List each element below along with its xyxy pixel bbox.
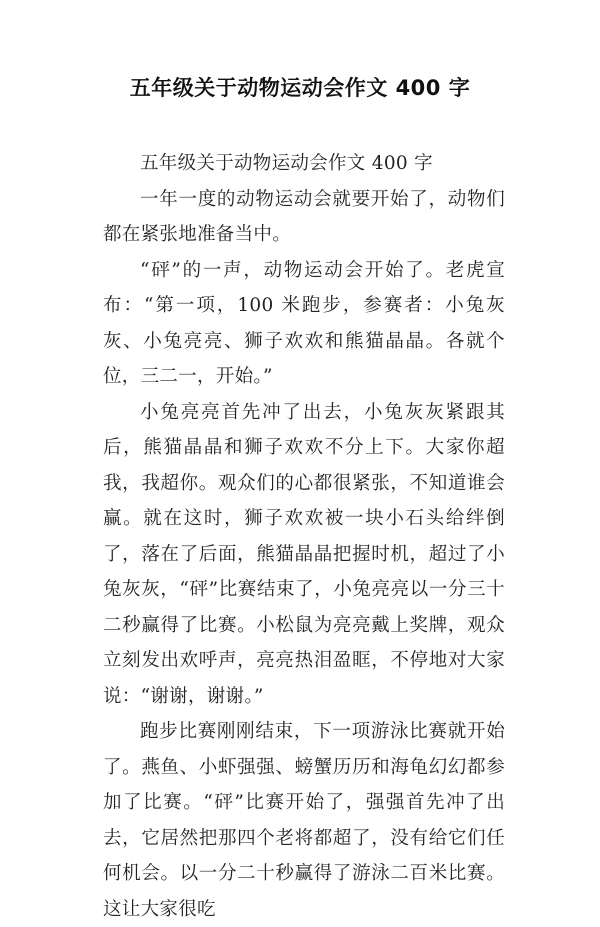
paragraph: 跑步比赛刚刚结束，下一项游泳比赛就开始了。燕鱼、小虾强强、螃蟹历历和海龟幻幻都参加了比赛。“砰”比赛开始了，强强首先冲了出去，它居然把那四个老将都超了，没有给它们任何机会。以一分二十秒赢得了游泳二百米比赛。这让大家很吃 xyxy=(103,721,505,920)
paragraph-subtitle: 五年级关于动物运动会作文 400 字 xyxy=(140,153,433,174)
document-title: 五年级关于动物运动会作文 400 字 xyxy=(129,76,471,100)
document-body xyxy=(103,146,505,927)
paragraph: 一年一度的动物运动会就要开始了，动物们都在紧张地准备当中。 xyxy=(103,188,505,245)
paragraph: 小兔亮亮首先冲了出去，小兔灰灰紧跟其后，熊猫晶晶和狮子欢欢不分上下。大家你超我，我超你。观众们的心都很紧张，不知道谁会赢。就在这时，狮子欢欢被一块小石头给绊倒了，落在了后面，熊猫晶晶把握时机，超过了小兔灰灰，“砰”比赛结束了，小兔亮亮以一分三十二秒赢得了比赛。小松鼠为亮亮戴上奖牌，观众立刻发出欢呼声，亮亮热泪盈眶，不停地对大家说：“谢谢，谢谢。” xyxy=(103,401,505,707)
paragraph: “砰”的一声，动物运动会开始了。老虎宣布：“第一项，100 米跑步，参赛者：小兔灰灰、小兔亮亮、狮子欢欢和熊猫晶晶。各就个位，三二一，开始。” xyxy=(103,259,505,387)
